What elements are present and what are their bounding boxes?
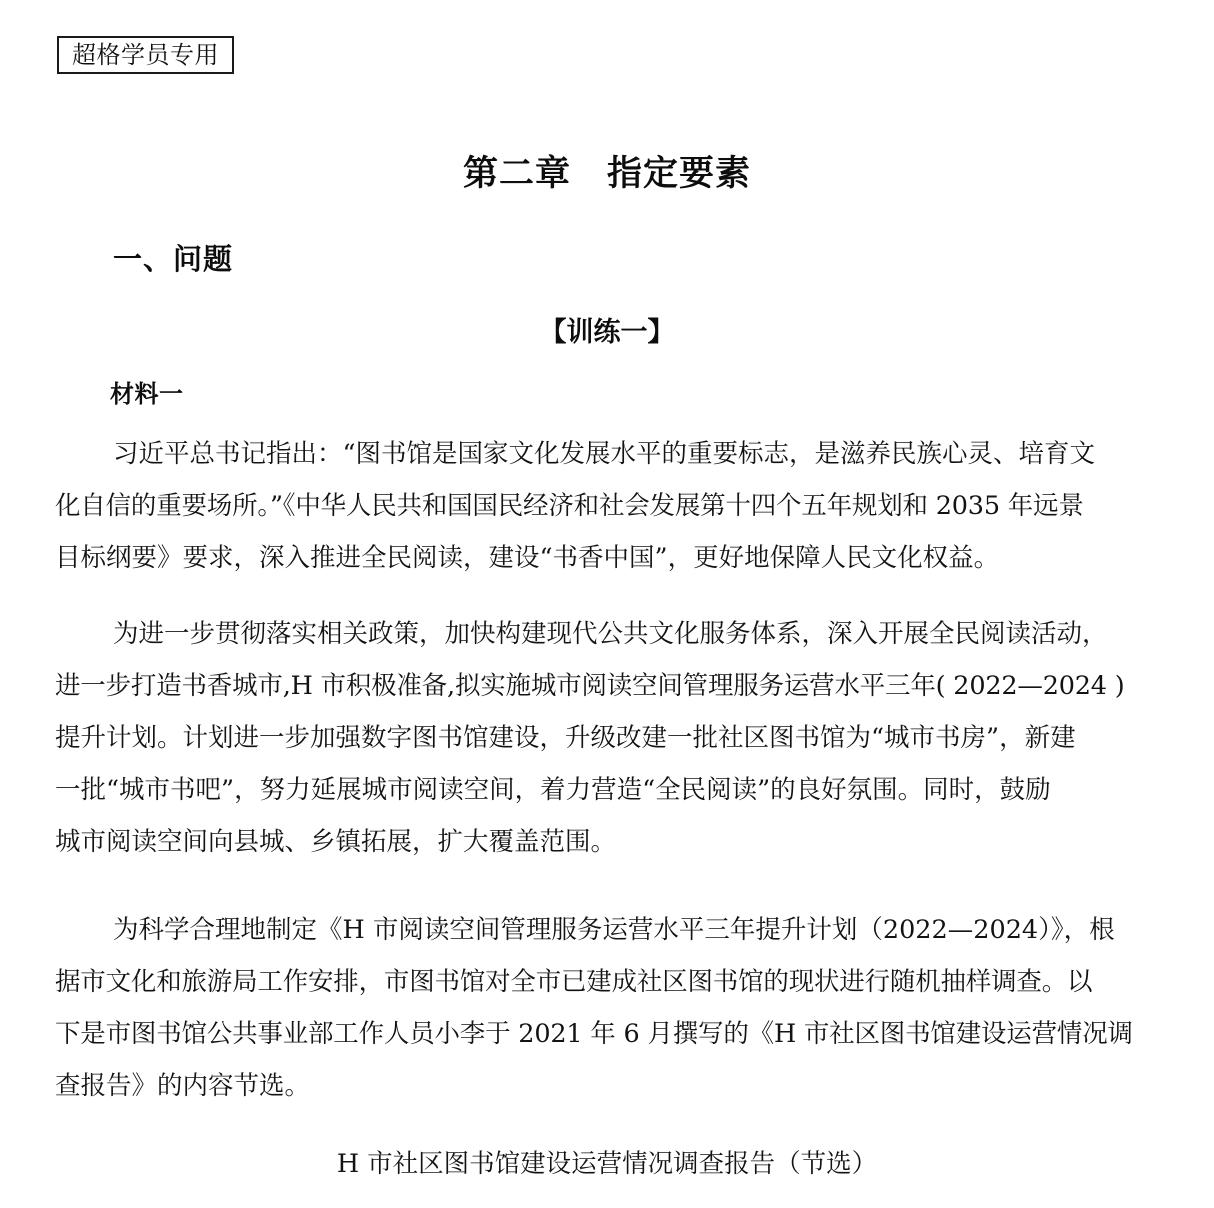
chapter-title: 第二章 指定要素 [462,154,751,194]
paragraph-3 [55,904,1161,1112]
report-title: H 市社区图书馆建设运营情况调查报告（节选） [336,1149,878,1179]
paragraph-line: 化自信的重要场所。”《中华人民共和国国民经济和社会发展第十四个五年规划和 2035 年远景 [55,491,1084,521]
watermark-stamp-box [57,36,234,74]
watermark-stamp-text: 超格学员专用 [72,41,219,69]
paragraph-1 [55,428,1161,584]
paragraph-line: 目标纲要》要求，深入推进全民阅读，建设“书香中国”，更好地保障人民文化权益。 [55,543,1000,573]
exercise-heading: 【训练一】 [539,317,675,348]
paragraph-line: 习近平总书记指出：“图书馆是国家文化发展水平的重要标志，是滋养民族心灵、培育文 [113,439,1096,469]
paragraph-line: 一批“城市书吧”，努力延展城市阅读空间，着力营造“全民阅读”的良好氛围。同时，鼓励 [55,775,1051,805]
paragraph-line: 城市阅读空间向县城、乡镇拓展，扩大覆盖范围。 [55,827,617,857]
paragraph-line: 下是市图书馆公共事业部工作人员小李于 2021 年 6 月撰写的《H 市社区图书馆建设运营情况调 [55,1019,1133,1049]
paragraph-line: 为科学合理地制定《H 市阅读空间管理服务运营水平三年提升计划（2022—2024）》，根 [113,915,1115,945]
section-heading: 一、问题 [113,242,234,276]
paragraph-line: 提升计划。计划进一步加强数字图书馆建设，升级改建一批社区图书馆为“城市书房”，新建 [55,723,1076,753]
material-label: 材料一 [110,380,184,408]
paragraph-2 [55,608,1161,868]
paragraph-line: 为进一步贯彻落实相关政策，加快构建现代公共文化服务体系，深入开展全民阅读活动， [113,619,1108,649]
paragraph-line: 进一步打造书香城市,H 市积极准备,拟实施城市阅读空间管理服务运营水平三年( 2022—2024 ) [55,671,1125,701]
paragraph-line: 据市文化和旅游局工作安排，市图书馆对全市已建成社区图书馆的现状进行随机抽样调查。以 [55,967,1093,997]
paragraph-line: 查报告》的内容节选。 [55,1071,311,1101]
